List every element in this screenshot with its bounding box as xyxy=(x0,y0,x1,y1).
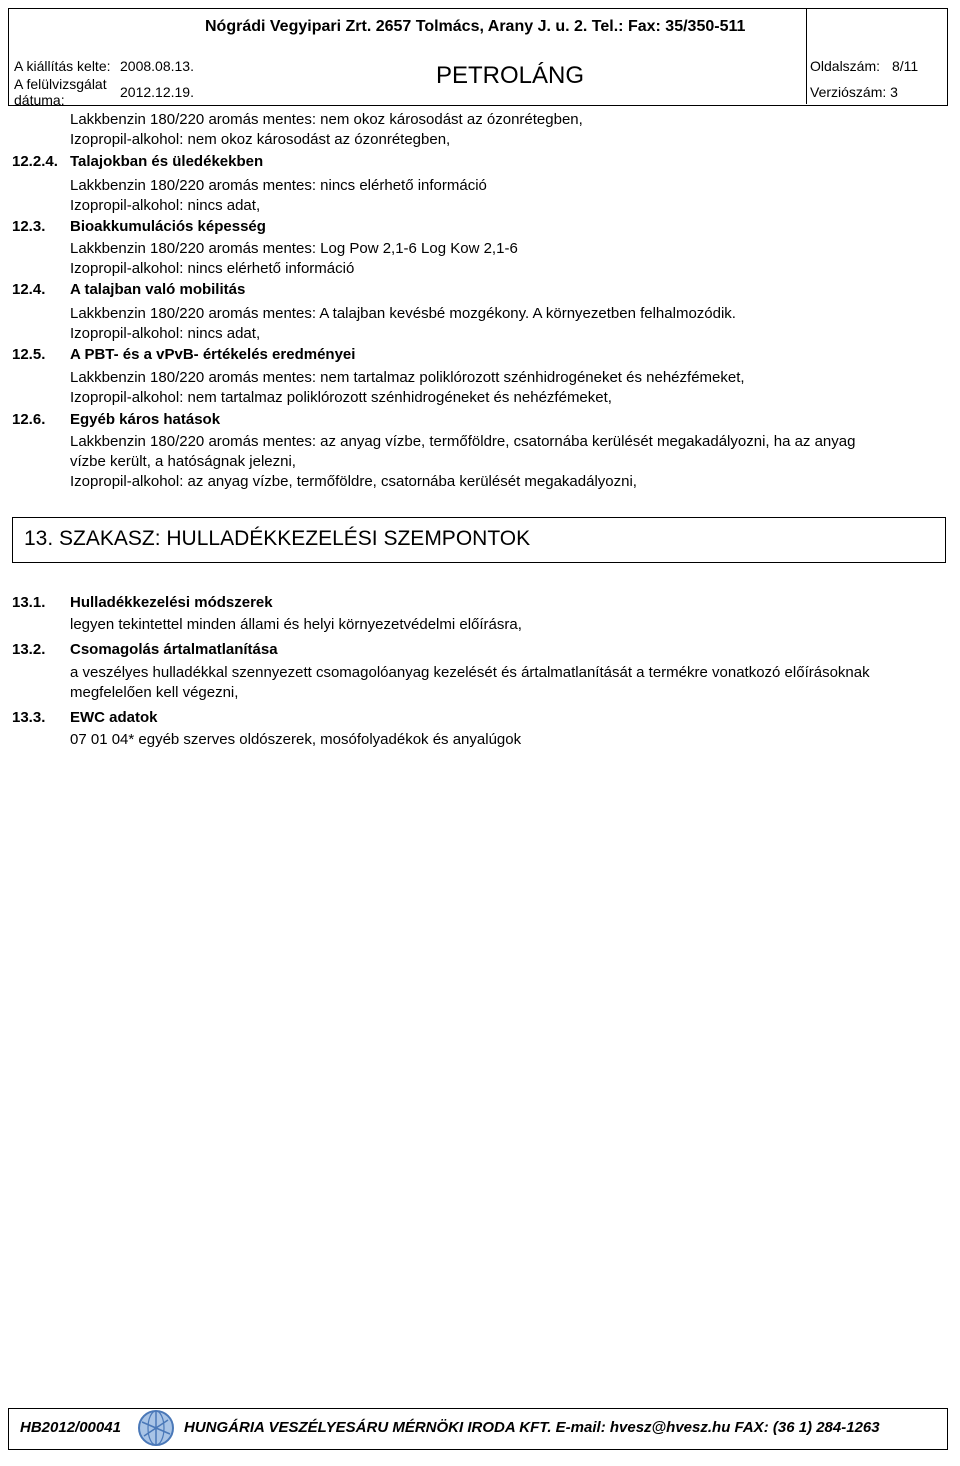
section-number: 12.6. xyxy=(12,411,46,428)
issue-date: 2008.08.13. xyxy=(120,58,194,74)
text-line: vízbe került, a hatóságnak jelezni, xyxy=(70,453,296,470)
text-line: Izopropil-alkohol: nincs adat, xyxy=(70,325,261,342)
text-line: Izopropil-alkohol: nem tartalmaz poliklórozott szénhidrogéneket és nehézfémeket, xyxy=(70,389,612,406)
section-heading: 13. SZAKASZ: HULLADÉKKEZELÉSI SZEMPONTOK xyxy=(24,527,531,550)
section-number: 12.2.4. xyxy=(12,153,58,170)
review-date-label-2: dátuma: xyxy=(14,92,65,108)
header-divider xyxy=(806,8,807,104)
section-number: 13.3. xyxy=(12,709,46,726)
company-line: Nógrádi Vegyipari Zrt. 2657 Tolmács, Arany J. u. 2. Tel.: Fax: 35/350-511 xyxy=(205,18,746,35)
section-number: 12.4. xyxy=(12,281,46,298)
section-title: Egyéb káros hatások xyxy=(70,411,221,428)
globe-logo-icon xyxy=(136,1408,176,1448)
section-title: Hulladékkezelési módszerek xyxy=(70,594,273,611)
section-number: 13.2. xyxy=(12,641,46,658)
issue-date-label: A kiállítás kelte: xyxy=(14,58,111,74)
text-line: Lakkbenzin 180/220 aromás mentes: Log Pow 2,1-6 Log Kow 2,1-6 xyxy=(70,240,518,257)
text-line: Lakkbenzin 180/220 aromás mentes: nem okoz károsodást az ózonrétegben, xyxy=(70,111,583,128)
text-line: Lakkbenzin 180/220 aromás mentes: nem tartalmaz poliklórozott szénhidrogéneket és nehézfémeket, xyxy=(70,369,745,386)
section-title: Talajokban és üledékekben xyxy=(70,153,264,170)
text-line: Izopropil-alkohol: nincs adat, xyxy=(70,197,261,214)
section-title: A talajban való mobilitás xyxy=(70,281,246,298)
review-date-label-1: A felülvizsgálat xyxy=(14,76,107,92)
review-date: 2012.12.19. xyxy=(120,84,194,100)
text-line: megfelelően kell végezni, xyxy=(70,684,239,701)
issuer-contact: HUNGÁRIA VESZÉLYESÁRU MÉRNÖKI IRODA KFT. E-mail: hvesz@hvesz.hu FAX: (36 1) 284-1263 xyxy=(184,1419,880,1436)
text-line: Izopropil-alkohol: nem okoz károsodást az ózonrétegben, xyxy=(70,131,451,148)
text-line: Lakkbenzin 180/220 aromás mentes: A talajban kevésbé mozgékony. A környezetben felhalmozódik. xyxy=(70,305,736,322)
text-line: a veszélyes hulladékkal szennyezett csomagolóanyag kezelését és ártalmatlanítását a termékre vonatkozó előírásoknak xyxy=(70,664,870,681)
text-line: 07 01 04* egyéb szerves oldószerek, mosófolyadékok és anyalúgok xyxy=(70,731,522,748)
section-title: EWC adatok xyxy=(70,709,158,726)
text-line: Lakkbenzin 180/220 aromás mentes: nincs elérhető információ xyxy=(70,177,487,194)
section-number: 12.3. xyxy=(12,218,46,235)
page-number: 8/11 xyxy=(892,58,919,74)
text-line: Izopropil-alkohol: nincs elérhető információ xyxy=(70,260,355,277)
section-title: Bioakkumulációs képesség xyxy=(70,218,266,235)
section-number: 12.5. xyxy=(12,346,46,363)
section-number: 13.1. xyxy=(12,594,46,611)
text-line: legyen tekintettel minden állami és helyi környezetvédelmi előírásra, xyxy=(70,616,522,633)
version-number: Verziószám: 3 xyxy=(810,84,898,100)
text-line: Izopropil-alkohol: az anyag vízbe, termőföldre, csatornába kerülését megakadályozni, xyxy=(70,473,637,490)
document-code: HB2012/00041 xyxy=(20,1419,121,1436)
product-name: PETROLÁNG xyxy=(436,62,585,89)
section-title: A PBT- és a vPvB- értékelés eredményei xyxy=(70,346,356,363)
text-line: Lakkbenzin 180/220 aromás mentes: az anyag vízbe, termőföldre, csatornába kerülését megakadályozni, ha az anyag xyxy=(70,433,856,450)
page-number-label: Oldalszám: xyxy=(810,58,881,74)
section-title: Csomagolás ártalmatlanítása xyxy=(70,641,278,658)
